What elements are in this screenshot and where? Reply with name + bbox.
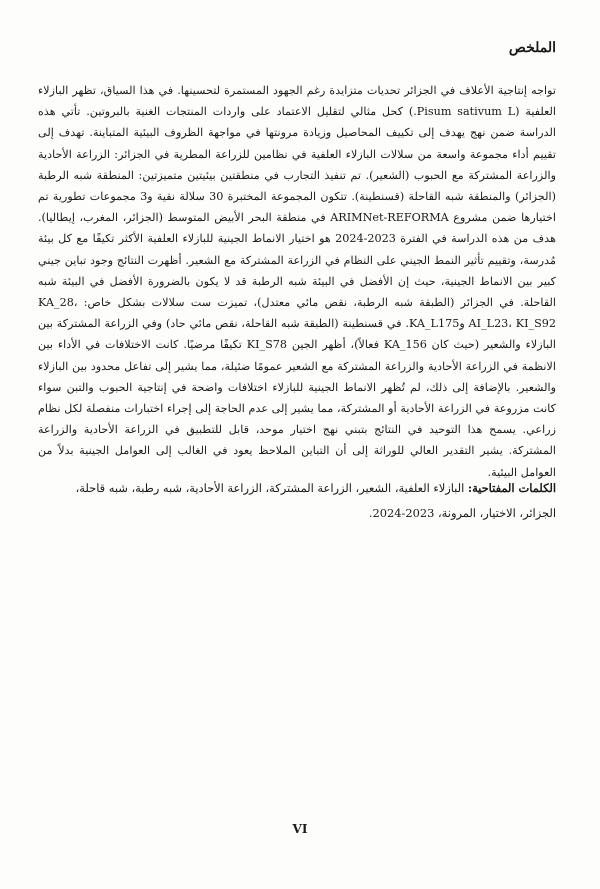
keywords-text: البازلاء العلفية، الشعير، الزراعة المشتركة، الزراعة الأحادية، شبه رطبة، شبه قاحلة، الجزائر، الاختيار، المرونة، 2023-2024.: [75, 481, 556, 520]
abstract-heading: الملخص: [508, 40, 556, 56]
keywords-label: الكلمات المفتاحية:: [467, 481, 556, 495]
abstract-body: [38, 80, 556, 483]
keywords-block: [38, 476, 556, 526]
page-number: VI: [292, 822, 308, 836]
abstract-paragraph: تواجه إنتاجية الأعلاف في الجزائر تحديات متزايدة رغم الجهود المستمرة لتحسينها. في هذا السياق، تظهر البازلاء العلفية (Pisum sativum L.) كحل مثالي لتقليل الاعتماد على واردات المنتجات الغنية بالبروتين. تأتي هذه الدراسة ضمن نهج يهدف إلى تكييف المحاصيل وزيادة مرونتها في مواجهة الظروف البيئية المتباينة. تهدف إلى تقييم أداء مجموعة واسعة من سلالات البازلاء العلفية في نظامين للزراعة المطرية في الجزائر: الزراعة الأحادية والزراعة المشتركة مع الحبوب (الشعير). تم تنفيذ التجارب في منطقتين بيئيتين متميزتين: المنطقة شبه الرطبة (الجزائر) والمنطقة شبه القاحلة (قسنطينة). تتكون المجموعة المختبرة 30 سلالة نقية و3 مجموعات تطورية تم اختيارها ضمن مشروع ARIMNet-REFORMA في منطقة البحر الأبيض المتوسط (الجزائر، المغرب، إيطاليا). هدف من هذه الدراسة في الفترة 2023-2024 هو اختيار الانماط الجينية للبازلاء العلفية الأكثر تكيفًا مع كل بيئة مُدرسة، وتقييم تأثير النمط الجيني على النظام في الزراعة المشتركة مع الشعير. أظهرت النتائج وجود تباين جيني كبير بين الانماط الجينية، حيث إن الأفضل في البيئة شبه الرطبة قد لا يكون بالضرورة الأفضل في البيئة شبه القاحلة. في الجزائر (الطبقة شبه الرطبة، نقص مائي معتدل)، تميزت ست سلالات بشكل خاص: KA_28، AI_L23، KI_S92 وKA_L175. في قسنطينة (الطبقة شبه القاحلة، نقص مائي حاد) وفي الزراعة المشتركة بين البازلاء والشعير (حيث كان KA_156 فعالاً)، أظهر الجين KI_S78 تكيفًا مرضيًا. كانت الاختلافات في الأداء بين الانظمة في الزراعة الأحادية والزراعة المشتركة مع الشعير عمومًا ضئيلة، مما يشير إلى تفاعل محدود بين البازلاء والشعير. بالإضافة إلى ذلك، لم تُظهر الانماط الجينية للبازلاء اختلافات واضحة في إنتاجية الحبوب والتبن سواء كانت مزروعة في الزراعة الأحادية أو المشتركة، مما يشير إلى عدم الحاجة إلى إجراء اختبارات منفصلة لكل نظام زراعي. يسمح هذا التوحيد في النتائج بتبني نهج اختيار موحد، قابل للتطبيق في الزراعة الأحادية والزراعة المشتركة. يشير التقدير العالي للوراثة إلى أن التباين الملاحظ يعود في الغالب إلى العوامل الجينية بدلاً من العوامل البيئية.: [38, 84, 556, 479]
